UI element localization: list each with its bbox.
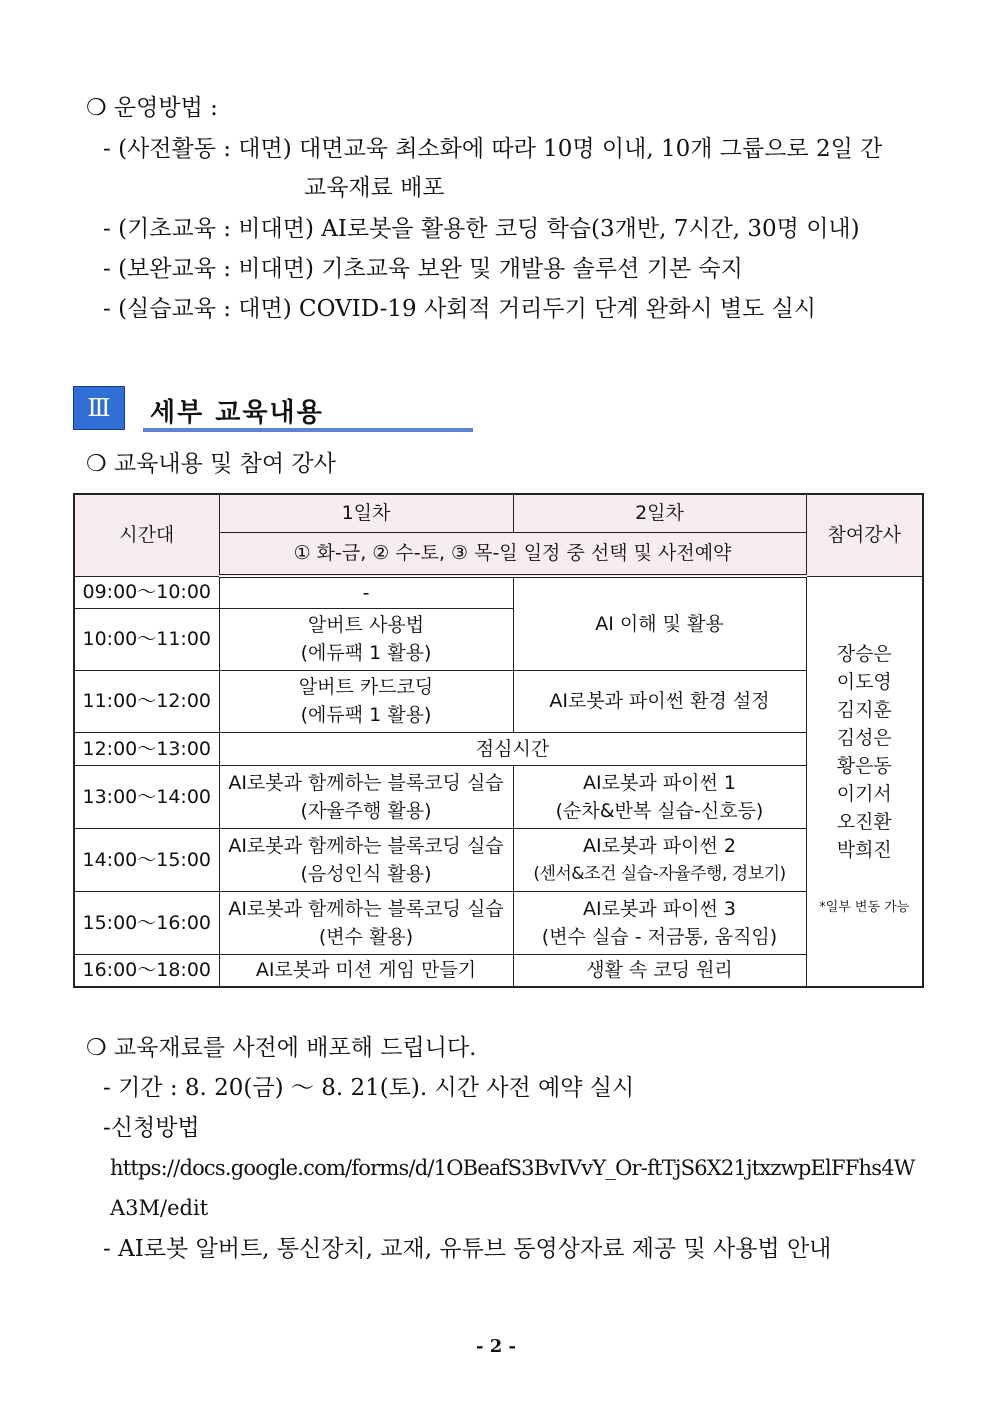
time-cell: 10:00～11:00 — [74, 608, 219, 670]
day1-cell — [219, 608, 513, 670]
instructor-name: 장승은 — [836, 643, 892, 666]
day2-title: AI로봇과 파이썬 3 — [583, 897, 736, 920]
table-row — [74, 670, 923, 732]
time-cell: 12:00～13:00 — [74, 732, 219, 765]
operation-item-basic: - (기초교육 : 비대면) AI로봇을 활용한 코딩 학습(3개반, 7시간, 30명 이내) — [103, 216, 860, 242]
time-cell: 13:00～14:00 — [74, 765, 219, 828]
header-day2: 2일차 — [513, 494, 806, 532]
header-day1: 1일차 — [219, 494, 513, 532]
section-title: 세부 교육내용 — [150, 398, 324, 428]
distribution-provide: - AI로봇 알버트, 통신장치, 교재, 유튜브 동영상자료 제공 및 사용법 안내 — [103, 1236, 832, 1262]
operation-heading: ❍ 운영방법 : — [86, 95, 218, 121]
instructor-note: *일부 변동 가능 — [819, 900, 910, 916]
schedule-table — [73, 493, 924, 988]
instructor-name: 이도영 — [836, 671, 892, 694]
day2-cell: AI 이해 및 활용 — [513, 576, 806, 670]
content-heading: ❍ 교육내용 및 참여 강사 — [86, 451, 336, 477]
table-row — [74, 576, 923, 608]
day2-sub: (센서&조건 실습-자율주행, 경보기) — [533, 863, 786, 884]
day2-cell: AI로봇과 파이썬 환경 설정 — [513, 670, 806, 732]
instructors-cell — [806, 576, 923, 987]
day1-cell — [219, 891, 513, 954]
day2-cell: 생활 속 코딩 원리 — [513, 954, 806, 987]
day2-title: AI로봇과 파이썬 2 — [583, 834, 736, 857]
time-cell: 14:00～15:00 — [74, 828, 219, 891]
day1-title: AI로봇과 함께하는 블록코딩 실습 — [228, 771, 504, 794]
day2-title: AI로봇과 파이썬 1 — [583, 771, 736, 794]
day2-cell — [513, 765, 806, 828]
day2-sub: (변수 실습 - 저금통, 움직임) — [541, 925, 778, 948]
distribution-period: - 기간 : 8. 20(금) ～ 8. 21(토). 시간 사전 예약 실시 — [103, 1075, 635, 1101]
day1-sub: (에듀팩 1 활용) — [300, 642, 432, 664]
table-row — [74, 828, 923, 891]
day1-sub: (에듀팩 1 활용) — [300, 704, 432, 726]
table-row — [74, 732, 923, 765]
time-cell: 15:00～16:00 — [74, 891, 219, 954]
day1-title: AI로봇과 함께하는 블록코딩 실습 — [228, 897, 504, 920]
day1-sub: (음성인식 활용) — [300, 862, 432, 885]
operation-item-pre-cont: 교육재료 배포 — [304, 175, 445, 201]
instructor-name: 이기서 — [836, 783, 892, 806]
day1-cell — [219, 828, 513, 891]
day1-title: 알버트 카드코딩 — [298, 676, 434, 698]
instructor-name: 김성은 — [836, 727, 892, 750]
table-row — [74, 765, 923, 828]
header-instructors: 참여강사 — [806, 494, 923, 576]
day1-sub: (자율주행 활용) — [300, 799, 432, 822]
table-row — [74, 891, 923, 954]
day1-cell: - — [219, 576, 513, 608]
day1-cell — [219, 765, 513, 828]
instructor-name: 황은동 — [836, 755, 892, 778]
instructor-name: 김지훈 — [836, 699, 892, 722]
day2-sub: (순차&반복 실습-신호등) — [555, 799, 764, 822]
operation-item-practice: - (실습교육 : 대면) COVID-19 사회적 거리두기 단계 완화시 별도 실시 — [103, 296, 817, 322]
day1-title: AI로봇과 함께하는 블록코딩 실습 — [228, 834, 504, 857]
time-cell: 11:00～12:00 — [74, 670, 219, 732]
operation-item-supplement: - (보완교육 : 비대면) 기초교육 보완 및 개발용 솔루션 기본 숙지 — [103, 256, 743, 282]
application-url-cont[interactable]: A3M/edit — [110, 1196, 209, 1220]
day2-cell — [513, 891, 806, 954]
instructor-name: 박희진 — [836, 839, 892, 862]
table-row — [74, 954, 923, 987]
section-underline — [143, 428, 473, 432]
page-number: - 2 - — [476, 1336, 516, 1357]
distribution-heading: ❍ 교육재료를 사전에 배포해 드립니다. — [86, 1035, 477, 1061]
time-cell: 16:00～18:00 — [74, 954, 219, 987]
instructor-name: 오진환 — [836, 811, 892, 834]
day1-sub: (변수 활용) — [318, 925, 414, 948]
operation-item-pre: - (사전활동 : 대면) 대면교육 최소화에 따라 10명 이내, 10개 그룹으로 2일 간 — [103, 136, 883, 162]
application-url[interactable]: https://docs.google.com/forms/d/1OBeafS3BvIVvY_Or-ftTjS6X21jtxzwpElFFhs4W — [110, 1156, 915, 1180]
lunch-cell: 점심시간 — [219, 732, 806, 765]
header-time: 시간대 — [74, 494, 219, 576]
day2-cell — [513, 828, 806, 891]
distribution-apply: -신청방법 — [103, 1115, 200, 1141]
header-schedule-note: ① 화-금, ② 수-토, ③ 목-일 일정 중 선택 및 사전예약 — [219, 532, 806, 576]
section-number-badge: Ⅲ — [73, 386, 125, 430]
time-cell: 09:00～10:00 — [74, 576, 219, 608]
day1-cell: AI로봇과 미션 게임 만들기 — [219, 954, 513, 987]
day1-title: 알버트 사용법 — [307, 614, 425, 636]
day1-cell — [219, 670, 513, 732]
